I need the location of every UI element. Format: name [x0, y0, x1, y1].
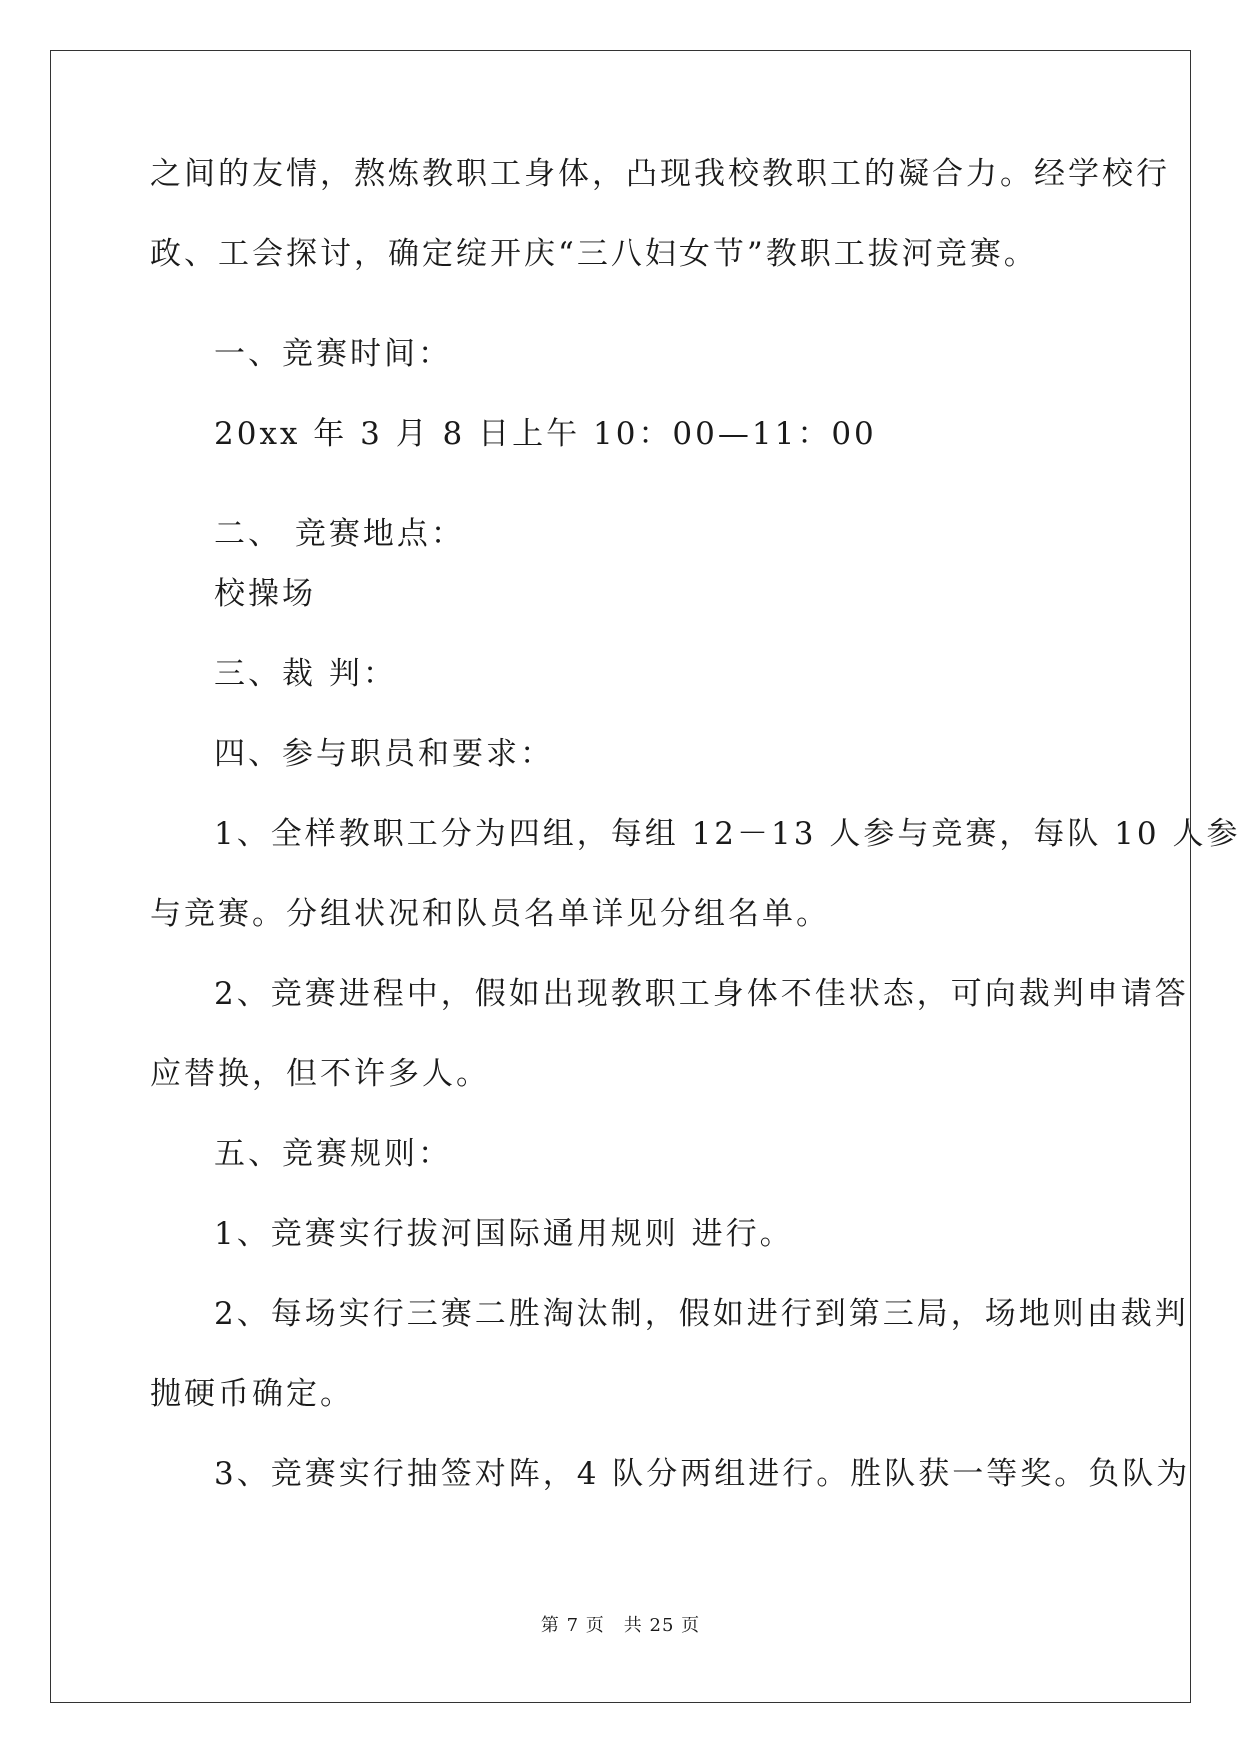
paragraph-line: 应替换，但不许多人。: [150, 1056, 490, 1092]
section-heading: 一、竞赛时间：: [214, 336, 452, 372]
section-heading: 五、竞赛规则：: [214, 1136, 452, 1172]
page-number-footer: 第 7 页 共 25 页: [540, 1615, 701, 1636]
paragraph-line: 1、竞赛实行拔河国际通用规则 进行。: [214, 1216, 794, 1252]
paragraph-line: 之间的友情，熬炼教职工身体，凸现我校教职工的凝合力。经学校行: [150, 156, 1170, 192]
paragraph-line: 与竞赛。分组状况和队员名单详见分组名单。: [150, 896, 830, 932]
section-heading: 四、参与职员和要求：: [214, 736, 554, 772]
paragraph-line: 抛硬币确定。: [150, 1376, 354, 1412]
paragraph-line: 1、全样教职工分为四组，每组 12－13 人参与竞赛，每队 10 人参: [214, 816, 1241, 852]
paragraph-line: 3、竞赛实行抽签对阵，4 队分两组进行。胜队获一等奖。负队为: [214, 1456, 1191, 1492]
section-heading: 二、 竞赛地点：: [214, 516, 465, 552]
section-heading: 三、裁 判：: [214, 656, 397, 692]
paragraph-line: 20xx 年 3 月 8 日上午 10：00—11：00: [214, 416, 877, 452]
paragraph-line: 2、每场实行三赛二胜淘汰制，假如进行到第三局，场地则由裁判: [214, 1296, 1189, 1332]
paragraph-line: 政、工会探讨，确定绽开庆“三八妇女节”教职工拔河竞赛。: [150, 236, 1038, 272]
paragraph-line: 2、竞赛进程中，假如出现教职工身体不佳状态，可向裁判申请答: [214, 976, 1189, 1012]
paragraph-line: 校操场: [214, 576, 316, 612]
